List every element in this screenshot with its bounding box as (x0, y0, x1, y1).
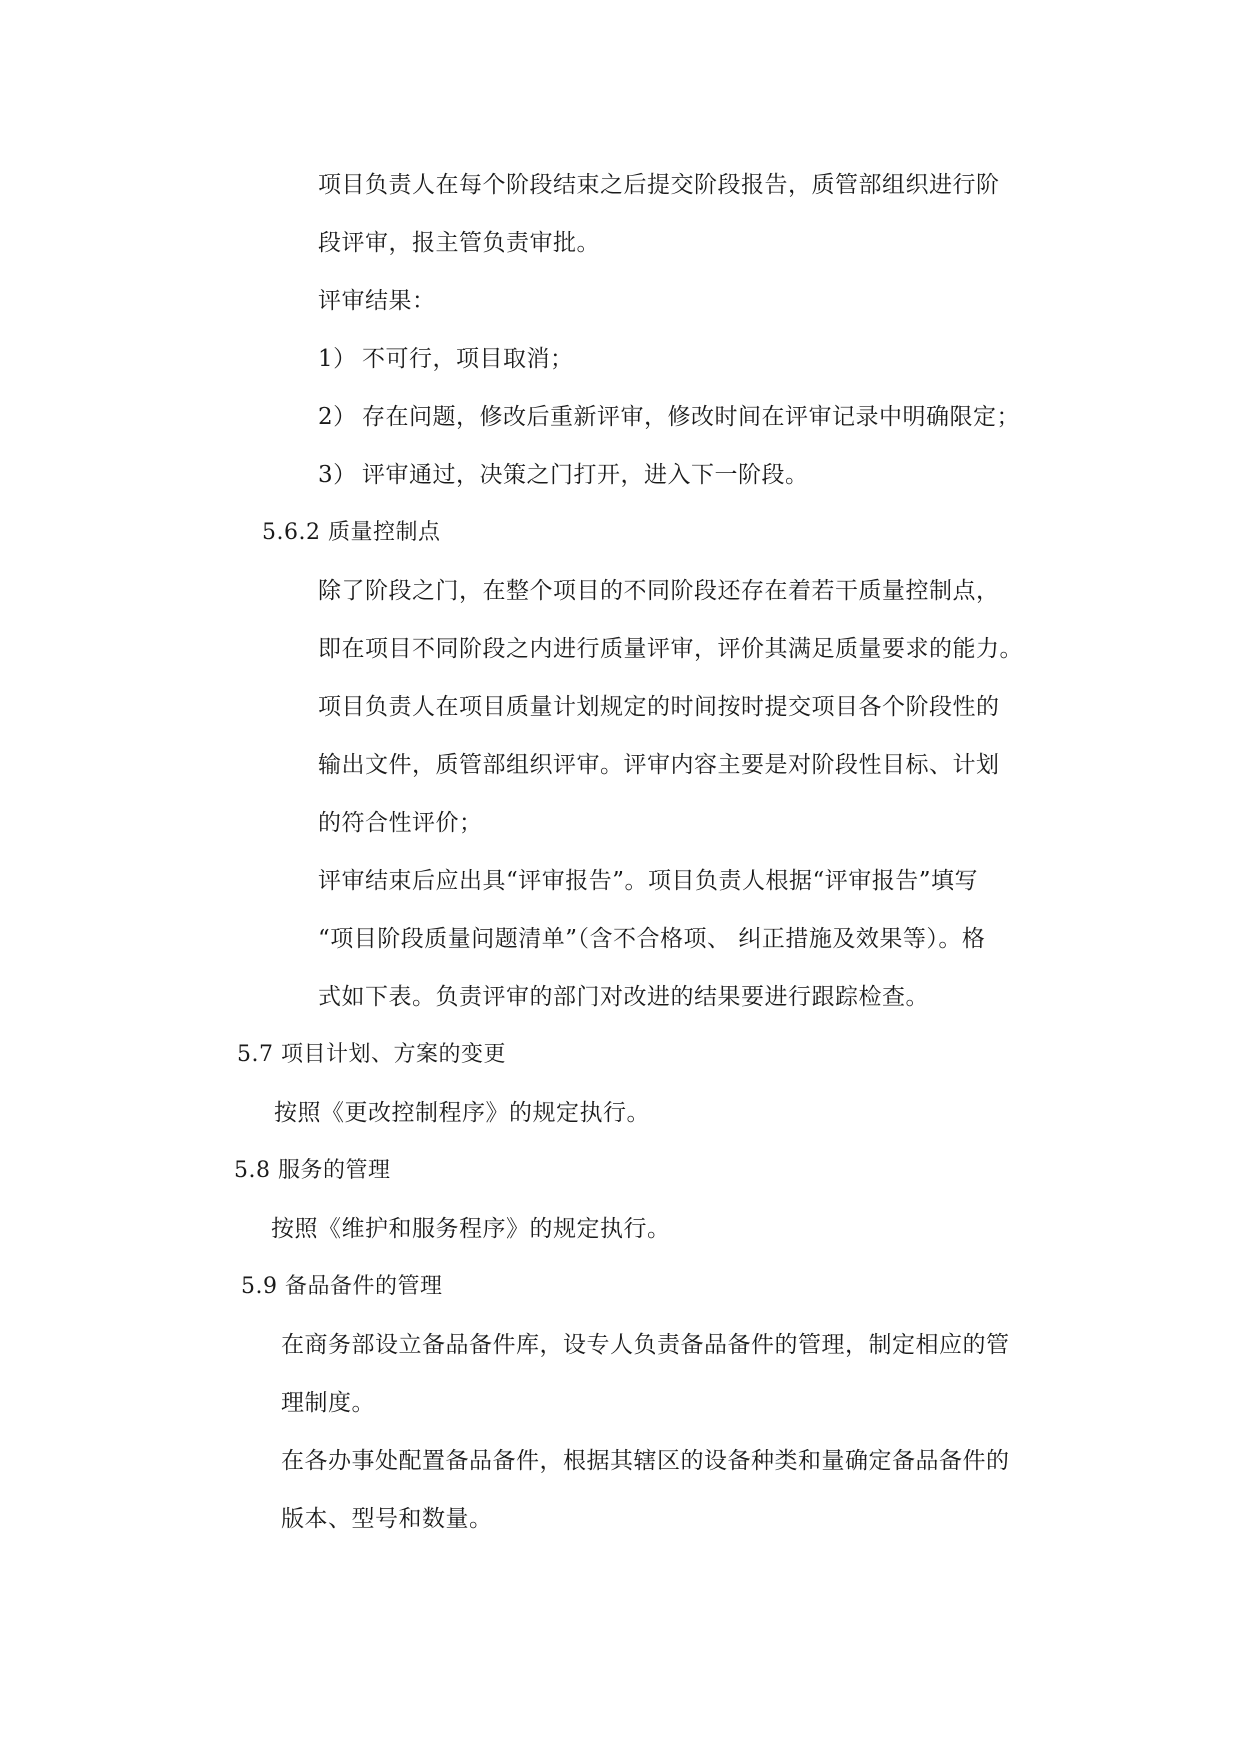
section-heading-5-6-2: 5.6.2 质量控制点 (262, 520, 441, 545)
paragraph-line: 输出文件，质管部组织评审。评审内容主要是对阶段性目标、计划 (318, 752, 1000, 778)
paragraph-line: 项目负责人在项目质量计划规定的时间按时提交项目各个阶段性的 (318, 694, 1000, 720)
paragraph-line: 即在项目不同阶段之内进行质量评审，评价其满足质量要求的能力。 (318, 636, 1023, 662)
section-heading-5-9: 5.9 备品备件的管理 (241, 1274, 443, 1299)
paragraph-line: 除了阶段之门，在整个项目的不同阶段还存在着若干质量控制点， (318, 578, 1000, 604)
result-item (318, 460, 809, 490)
paragraph-line: 在各办事处配置备品备件，根据其辖区的设备种类和量确定备品备件的 (281, 1448, 1010, 1474)
paragraph-line: 在商务部设立备品备件库，设专人负责备品备件的管理，制定相应的管 (281, 1332, 1010, 1358)
paragraph-line: 项目负责人在每个阶段结束之后提交阶段报告，质管部组织进行阶 (318, 172, 1000, 198)
paragraph-line: 的符合性评价； (318, 810, 483, 836)
result-item-text: 评审通过，决策之门打开，进入下一阶段。 (362, 462, 809, 488)
paragraph-line: 式如下表。负责评审的部门对改进的结果要进行跟踪检查。 (318, 984, 929, 1010)
paragraph-line: 段评审，报主管负责审批。 (318, 230, 600, 256)
section-heading-5-7: 5.7 项目计划、方案的变更 (237, 1042, 506, 1067)
paragraph-line: 评审结束后应出具“评审报告”。项目负责人根据“评审报告”填写 (318, 868, 979, 894)
result-label: 评审结果： (318, 288, 436, 314)
result-item-number: 2） (318, 404, 357, 430)
paragraph-line: 理制度。 (281, 1390, 375, 1416)
result-item-number: 1） (318, 346, 357, 372)
result-item-number: 3） (318, 462, 357, 488)
result-item (318, 402, 1020, 432)
paragraph-line: 按照《更改控制程序》的规定执行。 (274, 1100, 650, 1126)
paragraph-line: 版本、型号和数量。 (281, 1506, 493, 1532)
section-heading-5-8: 5.8 服务的管理 (234, 1158, 391, 1183)
result-item-text: 不可行，项目取消； (362, 346, 574, 372)
paragraph-line: 按照《维护和服务程序》的规定执行。 (271, 1216, 671, 1242)
result-item (318, 344, 574, 374)
paragraph-line: “项目阶段质量问题清单”（含不合格项、 纠正措施及效果等）。格 (318, 926, 986, 952)
result-item-text: 存在问题，修改后重新评审，修改时间在评审记录中明确限定； (362, 404, 1020, 430)
